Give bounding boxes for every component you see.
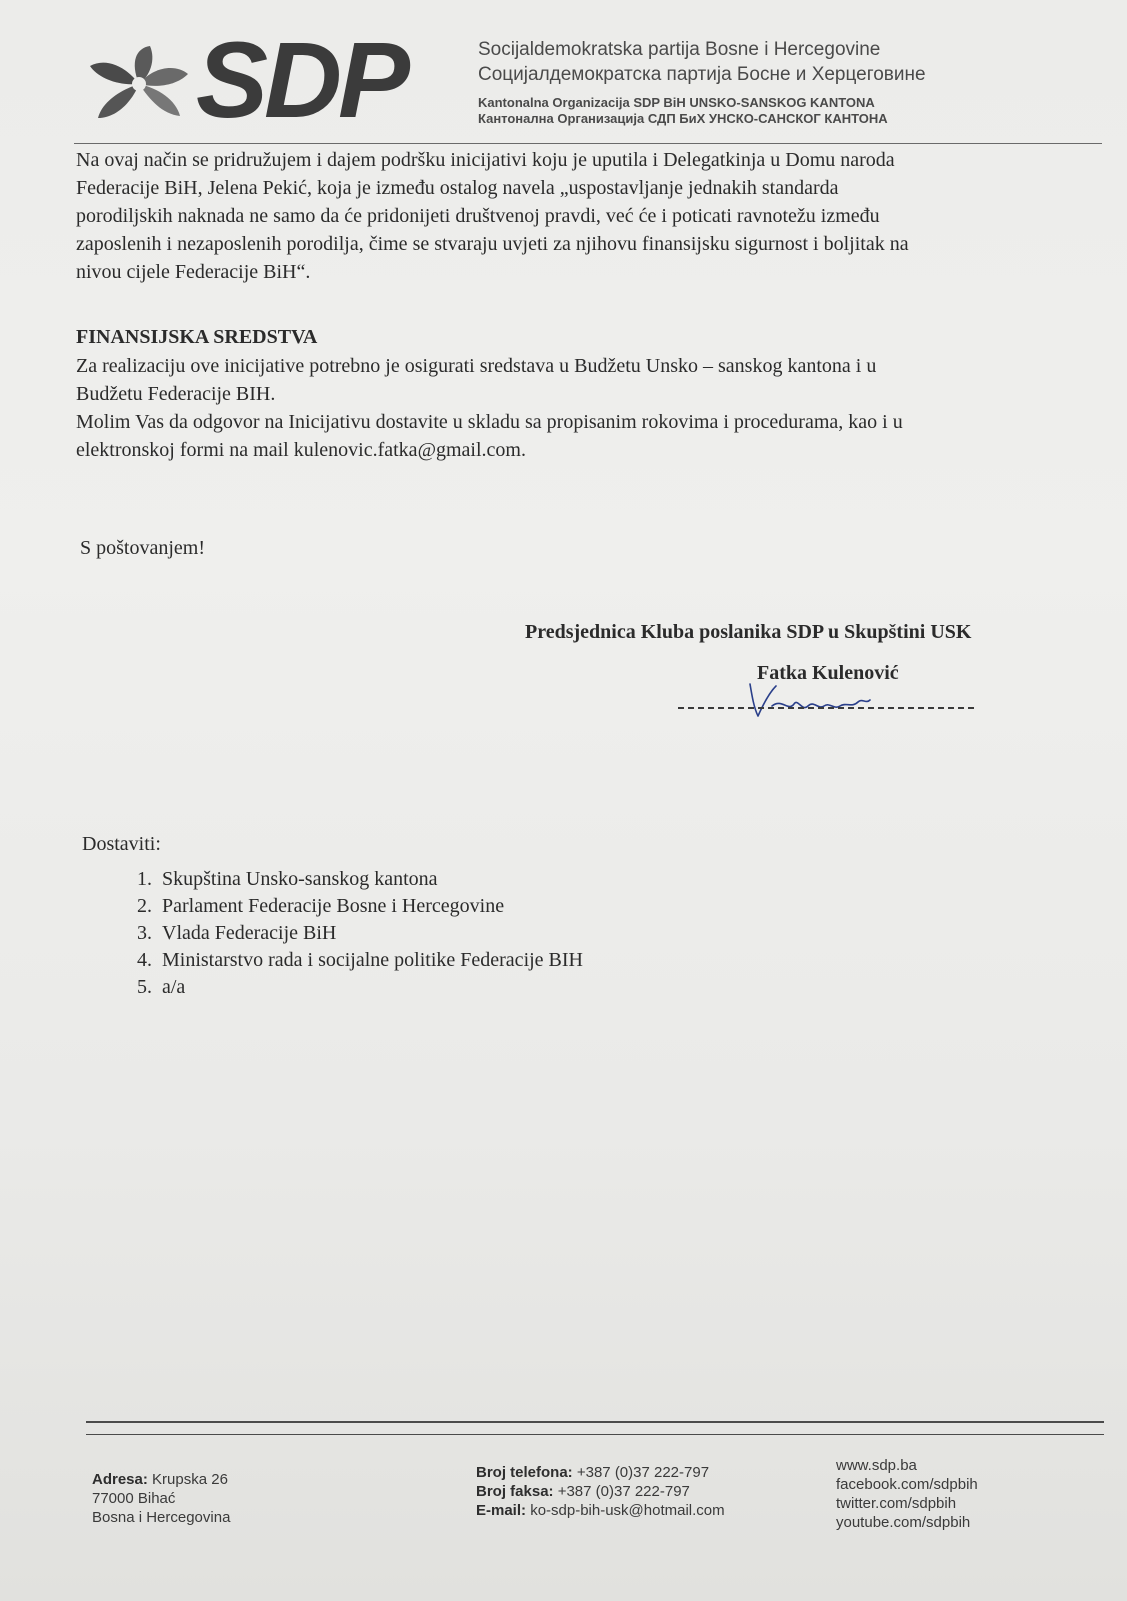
facebook-link: facebook.com/sdpbih [836, 1476, 978, 1493]
footer-divider [86, 1421, 1104, 1423]
signatory-name: Fatka Kulenović [757, 662, 899, 684]
text-line: Federacije BiH, Jelena Pekić, koja je između ostalog navela „uspostavljanje jednakih standarda [76, 177, 839, 199]
party-name-latin: Socijaldemokratska partija Bosne i Hercegovine [478, 39, 881, 60]
fax-label: Broj faksa: [476, 1483, 554, 1500]
header-divider [74, 143, 1102, 144]
youtube-link: youtube.com/sdpbih [836, 1514, 971, 1531]
salutation: S poštovanjem! [80, 537, 205, 559]
footer-divider [86, 1434, 1104, 1435]
email-value: ko-sdp-bih-usk@hotmail.com [530, 1502, 725, 1519]
fax-line [476, 1482, 725, 1501]
address-label: Adresa: [92, 1471, 148, 1488]
text-line: zaposlenih i nezaposlenih porodilja, čime se stvaraju uvjeti za njihovu finansijsku sigurnost i boljitak na [76, 233, 909, 255]
section-heading: FINANSIJSKA SREDSTVA [76, 326, 318, 348]
distribution-item [110, 866, 583, 893]
distribution-item [110, 920, 583, 947]
text-line: Molim Vas da odgovor na Inicijativu dostavite u skladu sa propisanim rokovima i procedurama, kao i u [76, 411, 903, 433]
distribution-item [110, 893, 583, 920]
sdp-logo-wordmark: SDP [196, 19, 407, 140]
distribution-item [110, 974, 583, 1001]
text-line: porodiljskih naknada ne samo da će pridonijeti društvenoj pravdi, već će i poticati ravnotežu između [76, 205, 880, 227]
phone-line [476, 1463, 725, 1482]
handwritten-signature [742, 676, 892, 720]
fax-value: +387 (0)37 222-797 [557, 1483, 690, 1500]
item-text: Vlada Federacije BiH [162, 922, 337, 944]
item-text: Ministarstvo rada i socijalne politike Federacije BIH [162, 949, 583, 971]
email-label: E-mail: [476, 1502, 527, 1519]
item-text: Skupština Unsko-sanskog kantona [162, 868, 438, 890]
text-line: elektronskoj formi na mail kulenovic.fatka@gmail.com. [76, 439, 526, 461]
email-line [476, 1501, 725, 1520]
distribution-item [110, 947, 583, 974]
party-name-cyrillic: Социјалдемократска партија Босне и Херцеговине [478, 64, 926, 85]
address-city: 77000 Bihać [92, 1490, 176, 1507]
org-name-cyrillic: Кантонална Организација СДП БиХ УНСКО-САНСКОГ КАНТОНА [478, 111, 888, 126]
text-line: nivou cijele Federacije BiH“. [76, 261, 311, 283]
footer-web [836, 1456, 978, 1532]
phone-value: +387 (0)37 222-797 [576, 1464, 710, 1481]
twitter-link: twitter.com/sdpbih [836, 1495, 957, 1512]
item-number: 4. [137, 949, 152, 971]
address-line [92, 1470, 230, 1489]
item-number: 2. [137, 895, 152, 917]
footer-contact [476, 1463, 725, 1520]
distribution-label: Dostaviti: [82, 833, 161, 855]
signatory-title: Predsjednica Kluba poslanika SDP u Skupštini USK [525, 621, 972, 643]
org-name-latin: Kantonalna Organizacija SDP BiH UNSKO-SANSKOG KANTONA [478, 95, 875, 110]
text-line: Za realizaciju ove inicijative potrebno je osigurati sredstava u Budžetu Unsko – sanskog kantona i u [76, 355, 877, 377]
address-country: Bosna i Hercegovina [92, 1509, 231, 1526]
text-line: Budžetu Federacije BIH. [76, 383, 276, 405]
paragraph-funding [76, 352, 1036, 464]
paragraph-support [76, 146, 1036, 286]
signature-line [678, 707, 974, 709]
item-number: 3. [137, 922, 152, 944]
footer-address [92, 1470, 230, 1527]
phone-label: Broj telefona: [476, 1464, 573, 1481]
distribution-list [110, 866, 583, 1001]
text-line: Na ovaj način se pridružujem i dajem podršku inicijativi koju je uputila i Delegatkinja u Domu naroda [76, 149, 895, 171]
sdp-rose-logo-icon [84, 44, 194, 124]
website-link: www.sdp.ba [836, 1457, 917, 1474]
item-text: Parlament Federacije Bosne i Hercegovine [162, 895, 505, 917]
item-text: a/a [162, 976, 186, 998]
item-number: 1. [137, 868, 152, 890]
address-street: Krupska 26 [152, 1471, 228, 1488]
item-number: 5. [137, 976, 152, 998]
